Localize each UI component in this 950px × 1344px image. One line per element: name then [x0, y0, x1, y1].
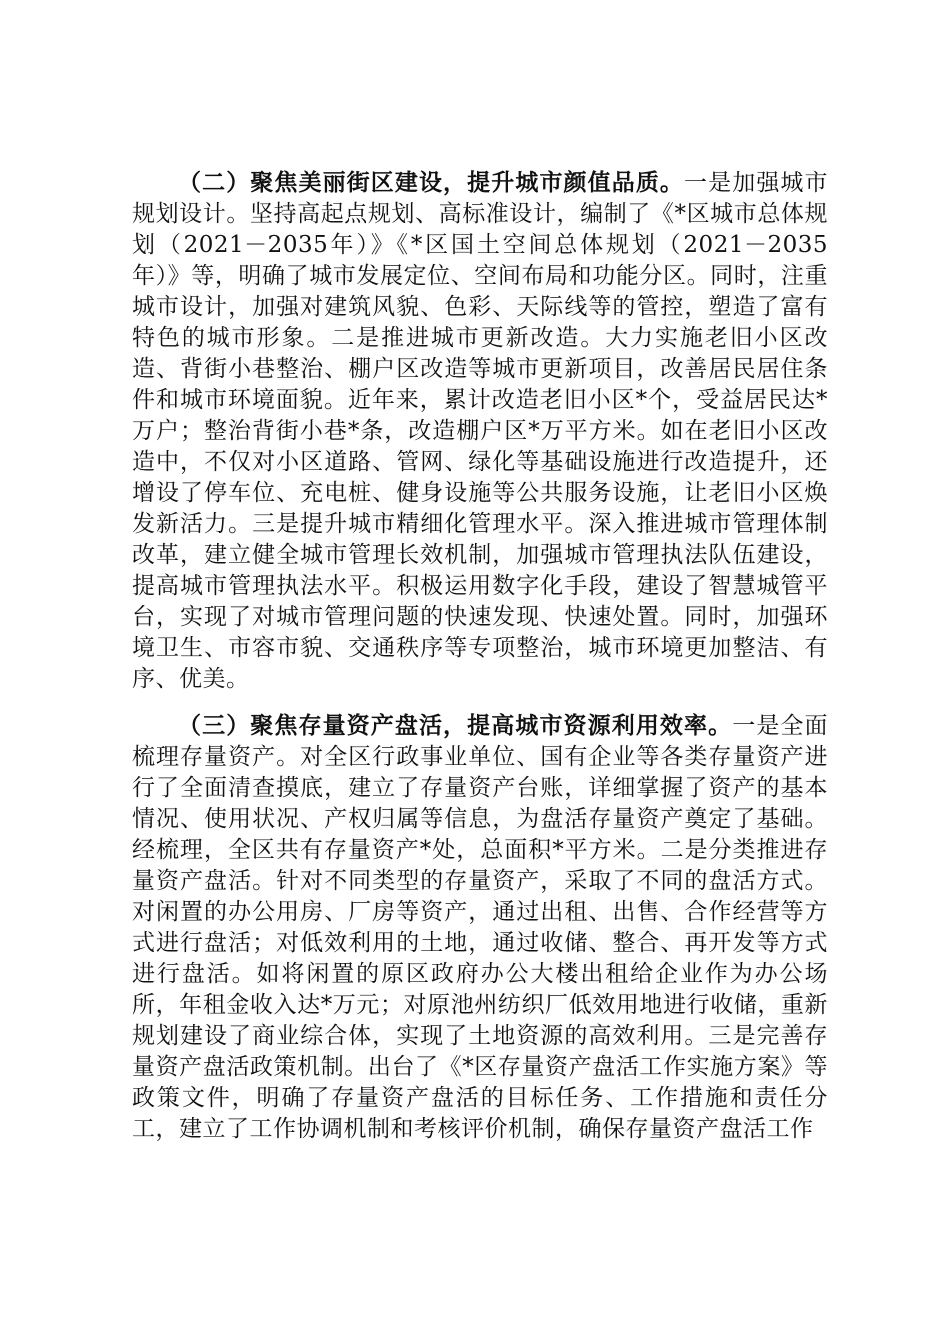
paragraph-asset-revitalization [132, 711, 828, 1145]
paragraph-body-2: 一是加强城市规划设计。坚持高起点规划、高标准设计，编制了《*区城市总体规划（2021－2035年）》《*区国土空间总体规划（2021－2035年）》等，明确了城市发展定位、空间布局和功能分区。同时，注重城市设计，加强对建筑风貌、色彩、天际线等的管控，塑造了富有特色的城市形象。二是推进城市更新改造。大力实施老旧小区改造、背街小巷整治、棚户区改造等城市更新项目，改善居民居住条件和城市环境面貌。近年来，累计改造老旧小区*个，受益居民达*万户；整治背街小巷*条，改造棚户区*万平方米。如在老旧小区改造中，不仅对小区道路、管网、绿化等基础设施进行改造提升，还增设了停车位、充电桩、健身设施等公共服务设施，让老旧小区焕发新活力。三是提升城市精细化管理水平。深入推进城市管理体制改革，建立健全城市管理长效机制，加强城市管理执法队伍建设，提高城市管理执法水平。积极运用数字化手段，建设了智慧城管平台，实现了对城市管理问题的快速发现、快速处置。同时，加强环境卫生、市容市貌、交通秩序等专项整治，城市环境更加整洁、有序、优美。 [132, 170, 829, 692]
paragraph-street-construction [132, 168, 828, 695]
section-heading-3: （三）聚焦存量资产盘活，提高城市资源利用效率。 [178, 713, 733, 739]
document-body [132, 168, 828, 1145]
section-heading-2: （二）聚焦美丽街区建设，提升城市颜值品质。 [178, 170, 685, 196]
paragraph-body-3: 一是全面梳理存量资产。对全区行政事业单位、国有企业等各类存量资产进行了全面清查摸底，建立了存量资产台账，详细掌握了资产的基本情况、使用状况、产权归属等信息，为盘活存量资产奠定了基础。经梳理，全区共有存量资产*处，总面积*平方米。二是分类推进存量资产盘活。针对不同类型的存量资产，采取了不同的盘活方式。对闲置的办公用房、厂房等资产，通过出租、出售、合作经营等方式进行盘活；对低效利用的土地，通过收储、整合、再开发等方式进行盘活。如将闲置的原区政府办公大楼出租给企业作为办公场所，年租金收入达*万元；对原池州纺织厂低效用地进行收储，重新规划建设了商业综合体，实现了土地资源的高效利用。三是完善存量资产盘活政策机制。出台了《*区存量资产盘活工作实施方案》等政策文件，明确了存量资产盘活的目标任务、工作措施和责任分工，建立了工作协调机制和考核评价机制，确保存量资产盘活工作 [132, 713, 829, 1142]
